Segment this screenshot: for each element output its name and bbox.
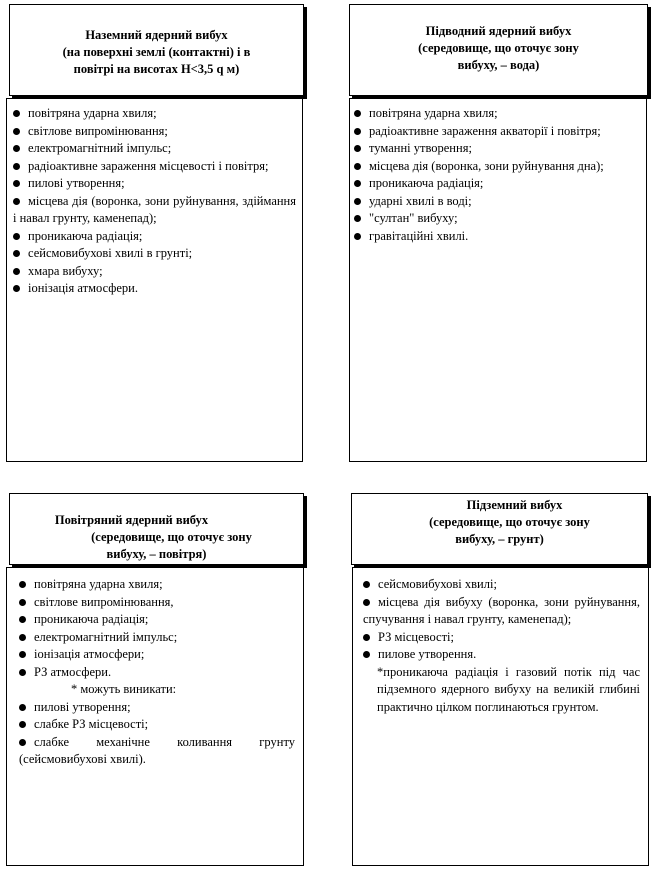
underground-explosion-title [352, 494, 647, 548]
air-explosion-title [10, 494, 303, 563]
list-item: ударні хвилі в воді; [354, 193, 639, 211]
list-item: проникаюча радіація; [13, 228, 296, 246]
bullet-icon [354, 233, 361, 240]
bullet-icon [13, 198, 20, 205]
underground-note: *проникаюча радіація і газовий потік під час підземного ядерного вибуху на великій глибині практично цілком поглинаються грунтом. [377, 664, 640, 714]
bullet-icon [13, 163, 20, 170]
list-item: пилове утворення. [363, 646, 640, 664]
bullet-icon [19, 721, 26, 728]
bullet-icon [19, 704, 26, 711]
title-line: (середовище, що оточує зону [429, 515, 590, 529]
list-item: проникаюча радіація; [354, 175, 639, 193]
list-item: пилові утворення; [13, 175, 296, 193]
list-item: світлове випромінювання, [19, 594, 295, 612]
bullet-icon [19, 581, 26, 588]
list-item: місцева дія (воронка, зони руйнування дна); [354, 158, 639, 176]
bullet-icon [13, 128, 20, 135]
list-item: іонізація атмосфери; [19, 646, 295, 664]
bullet-icon [13, 285, 20, 292]
underground-explosion-header-box [351, 493, 648, 565]
bullet-icon [19, 651, 26, 658]
air-explosion-list-box [6, 567, 304, 866]
bullet-icon [363, 651, 370, 658]
list-item: хмара вибуху; [13, 263, 296, 281]
surface-explosion-header-box [9, 4, 304, 96]
title-line: повітрі на висотах Н<3,5 q м) [73, 62, 240, 76]
bullet-icon [363, 599, 370, 606]
title-line: (на поверхні землі (контактні) і в [62, 45, 251, 59]
list-item: іонізація атмосфери. [13, 280, 296, 298]
bullet-icon [354, 198, 361, 205]
bullet-icon [13, 268, 20, 275]
air-explosion-possible-factors [19, 699, 295, 769]
bullet-icon [363, 634, 370, 641]
bullet-icon [19, 599, 26, 606]
title-line: (середовище, що оточує зону [91, 530, 252, 544]
list-item: пилові утворення; [19, 699, 295, 717]
list-item: РЗ місцевості; [363, 629, 640, 647]
underwater-explosion-factors [354, 105, 639, 245]
list-item: місцева дія вибуху (воронка, зони руйнування, спучування і навал грунту, каменепад); [363, 594, 640, 626]
air-explosion-header-box [9, 493, 304, 565]
bullet-icon [354, 163, 361, 170]
may-occur-heading: * можуть виникати: [71, 682, 177, 696]
list-item: сейсмовибухові хвилі; [363, 576, 640, 594]
bullet-icon [354, 180, 361, 187]
title-line: (середовище, що оточує зону [418, 41, 579, 55]
list-item: радіоактивне зараження акваторії і повітря; [354, 123, 639, 141]
list-item: РЗ атмосфери. [19, 664, 295, 682]
list-item: гравітаційні хвилі. [354, 228, 639, 246]
bullet-icon [363, 581, 370, 588]
surface-explosion-factors [13, 105, 296, 298]
bullet-icon [19, 616, 26, 623]
list-item: повітряна ударна хвиля; [19, 576, 295, 594]
list-item: проникаюча радіація; [19, 611, 295, 629]
underground-explosion-list-box [352, 567, 649, 866]
bullet-icon [19, 669, 26, 676]
title-line: Підземний вибух [466, 498, 563, 512]
list-item: місцева дія (воронка, зони руйнування, здіймання і навал грунту, каменепад); [13, 193, 296, 225]
underwater-explosion-list-box [349, 98, 647, 462]
list-item: електромагнітний імпульс; [13, 140, 296, 158]
surface-explosion-list-box [6, 98, 303, 462]
title-line: Повітряний ядерний вибух [54, 513, 209, 527]
bullet-icon [354, 128, 361, 135]
surface-explosion-title [10, 5, 303, 78]
air-explosion-factors [19, 576, 295, 681]
list-item: "султан" вибуху; [354, 210, 639, 228]
bullet-icon [354, 110, 361, 117]
list-item: світлове випромінювання; [13, 123, 296, 141]
title-line: вибуху, – грунт) [455, 532, 544, 546]
bullet-icon [13, 233, 20, 240]
underground-explosion-factors [363, 576, 640, 664]
underwater-explosion-title [350, 5, 647, 74]
bullet-icon [13, 250, 20, 257]
bullet-icon [19, 739, 26, 746]
bullet-icon [19, 634, 26, 641]
bullet-icon [354, 215, 361, 222]
list-item: туманні утворення; [354, 140, 639, 158]
title-line: Наземний ядерний вибух [85, 28, 228, 42]
bullet-icon [13, 180, 20, 187]
underwater-explosion-header-box [349, 4, 648, 96]
list-item: сейсмовибухові хвилі в грунті; [13, 245, 296, 263]
title-line: Підводний ядерний вибух [425, 24, 572, 38]
list-item: слабке РЗ місцевості; [19, 716, 295, 734]
list-item: повітряна ударна хвиля; [13, 105, 296, 123]
list-item: електромагнітний імпульс; [19, 629, 295, 647]
bullet-icon [13, 145, 20, 152]
title-line: вибуху, – повітря) [106, 547, 207, 561]
bullet-icon [13, 110, 20, 117]
bullet-icon [354, 145, 361, 152]
list-item: слабке механічне коливання грунту (сейсмовибухові хвилі). [19, 734, 295, 766]
list-item: повітряна ударна хвиля; [354, 105, 639, 123]
title-line: вибуху, – вода) [457, 58, 540, 72]
list-item: радіоактивне зараження місцевості і повітря; [13, 158, 296, 176]
